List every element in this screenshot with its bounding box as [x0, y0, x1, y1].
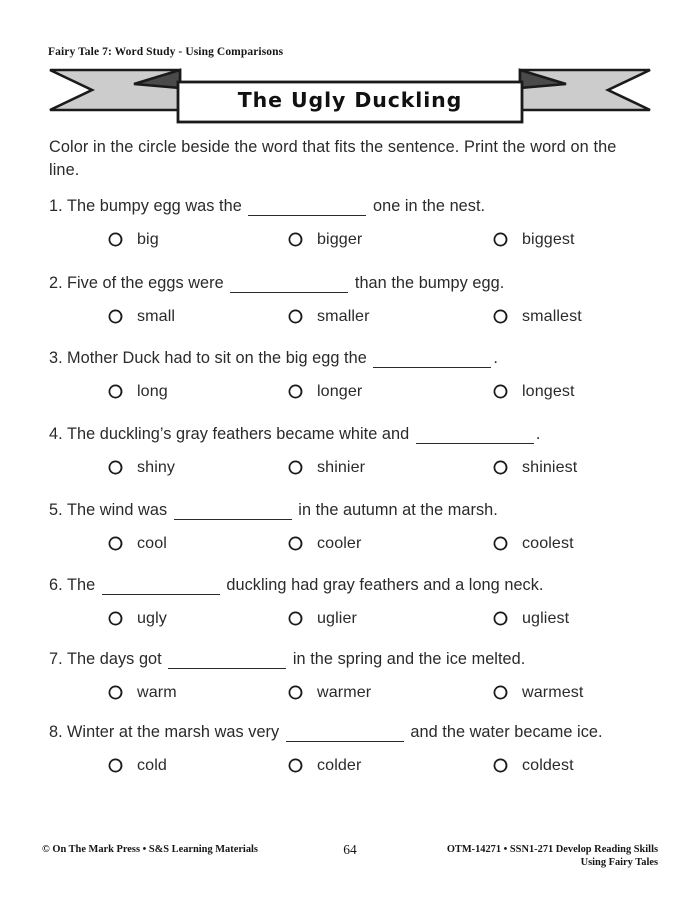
- option-circle-icon[interactable]: [493, 460, 508, 475]
- worksheet-header-label: Fairy Tale 7: Word Study - Using Comparisons: [48, 46, 284, 58]
- answer-option[interactable]: [493, 378, 575, 404]
- answer-option[interactable]: [288, 679, 371, 705]
- option-circle-icon[interactable]: [288, 232, 303, 247]
- option-label: big: [137, 229, 159, 248]
- question-number: 6.: [49, 576, 63, 594]
- answer-option[interactable]: [493, 530, 574, 556]
- question-text-after-blank: and the water became ice.: [410, 723, 603, 741]
- question-text-before-blank: The duckling’s gray feathers became white and: [67, 425, 410, 443]
- footer-product-info: [447, 844, 658, 869]
- option-circle-icon[interactable]: [288, 536, 303, 551]
- question-number: 5.: [49, 501, 63, 519]
- question-text-before-blank: Winter at the marsh was very: [67, 723, 280, 741]
- option-label: shiny: [137, 457, 176, 476]
- question-number: 3.: [49, 349, 63, 367]
- option-label: shinier: [317, 457, 366, 476]
- footer-copyright: © On The Mark Press • S&S Learning Materials: [42, 844, 258, 855]
- option-circle-icon[interactable]: [493, 384, 508, 399]
- option-circle-icon[interactable]: [288, 384, 303, 399]
- answer-option[interactable]: [288, 530, 361, 556]
- question-text-before-blank: The wind was: [67, 501, 168, 519]
- option-circle-icon[interactable]: [108, 536, 123, 551]
- footer-product-line-2: Using Fairy Tales: [580, 856, 658, 868]
- question-sentence: [49, 720, 654, 743]
- answer-blank-line[interactable]: [416, 422, 534, 444]
- answer-option[interactable]: [493, 303, 582, 329]
- question-item: [49, 346, 654, 408]
- answer-blank-line[interactable]: [230, 271, 348, 293]
- answer-option[interactable]: [493, 679, 584, 705]
- question-text-before-blank: Mother Duck had to sit on the big egg the: [67, 349, 367, 367]
- option-circle-icon[interactable]: [108, 232, 123, 247]
- option-circle-icon[interactable]: [288, 758, 303, 773]
- answer-blank-line[interactable]: [168, 647, 286, 669]
- question-text-before-blank: The bumpy egg was the: [67, 197, 242, 215]
- option-circle-icon[interactable]: [108, 309, 123, 324]
- answer-options-row: [49, 679, 654, 709]
- answer-option[interactable]: [493, 605, 569, 631]
- answer-option[interactable]: [288, 605, 357, 631]
- answer-options-row: [49, 530, 654, 560]
- answer-options-row: [49, 752, 654, 782]
- question-item: [49, 271, 654, 333]
- banner-center-panel: [178, 82, 522, 122]
- answer-blank-line[interactable]: [286, 720, 404, 742]
- option-label: cold: [137, 755, 167, 774]
- question-text-after-blank: .: [535, 425, 541, 443]
- answer-option[interactable]: [108, 530, 167, 556]
- option-circle-icon[interactable]: [493, 536, 508, 551]
- option-label: ugly: [137, 608, 167, 627]
- answer-option[interactable]: [288, 454, 365, 480]
- option-label: warmer: [317, 682, 372, 701]
- answer-blank-line[interactable]: [102, 573, 220, 595]
- answer-options-row: [49, 303, 654, 333]
- question-number: 2.: [49, 274, 63, 292]
- option-circle-icon[interactable]: [108, 611, 123, 626]
- answer-option[interactable]: [108, 454, 175, 480]
- option-circle-icon[interactable]: [108, 685, 123, 700]
- option-label: smallest: [522, 306, 582, 325]
- question-text-after-blank: than the bumpy egg.: [354, 274, 505, 292]
- option-circle-icon[interactable]: [493, 309, 508, 324]
- question-sentence: [49, 346, 654, 369]
- question-sentence: [49, 498, 654, 521]
- answer-option[interactable]: [493, 454, 577, 480]
- question-text-after-blank: .: [493, 349, 498, 367]
- option-circle-icon[interactable]: [493, 758, 508, 773]
- question-number: 8.: [49, 723, 63, 741]
- option-circle-icon[interactable]: [493, 611, 508, 626]
- answer-options-row: [49, 605, 654, 635]
- question-item: [49, 720, 654, 782]
- option-circle-icon[interactable]: [493, 232, 508, 247]
- option-label: coldest: [522, 755, 574, 774]
- question-item: [49, 194, 654, 256]
- option-circle-icon[interactable]: [108, 384, 123, 399]
- answer-option[interactable]: [108, 226, 159, 252]
- question-number: 7.: [49, 650, 63, 668]
- option-label: ugliest: [522, 608, 570, 627]
- answer-option[interactable]: [288, 378, 362, 404]
- option-circle-icon[interactable]: [493, 685, 508, 700]
- option-label: cool: [137, 533, 167, 552]
- question-sentence: [49, 271, 654, 294]
- option-label: cooler: [317, 533, 362, 552]
- option-label: longest: [522, 381, 575, 400]
- answer-option[interactable]: [108, 679, 177, 705]
- option-label: bigger: [317, 229, 363, 248]
- answer-option[interactable]: [108, 605, 167, 631]
- option-circle-icon[interactable]: [288, 460, 303, 475]
- option-circle-icon[interactable]: [108, 758, 123, 773]
- question-number: 1.: [49, 197, 63, 215]
- question-text-after-blank: duckling had gray feathers and a long neck.: [226, 576, 544, 594]
- option-label: long: [137, 381, 168, 400]
- option-circle-icon[interactable]: [108, 460, 123, 475]
- option-label: coolest: [522, 533, 574, 552]
- question-text-before-blank: The days got: [67, 650, 162, 668]
- answer-blank-line[interactable]: [174, 498, 292, 520]
- option-label: colder: [317, 755, 362, 774]
- answer-blank-line[interactable]: [248, 194, 366, 216]
- answer-option[interactable]: [493, 752, 574, 778]
- question-item: [49, 647, 654, 709]
- question-sentence: [49, 647, 654, 670]
- answer-option[interactable]: [288, 303, 370, 329]
- footer-page-number: 64: [343, 842, 357, 857]
- answer-option[interactable]: [108, 303, 175, 329]
- option-label: biggest: [522, 229, 575, 248]
- question-number: 4.: [49, 425, 63, 443]
- option-label: warm: [137, 682, 177, 701]
- answer-options-row: [49, 454, 654, 484]
- question-item: [49, 573, 654, 635]
- title-banner: [48, 62, 652, 124]
- question-sentence: [49, 194, 654, 217]
- option-circle-icon[interactable]: [288, 309, 303, 324]
- answer-option[interactable]: [493, 226, 575, 252]
- question-sentence: [49, 573, 654, 596]
- question-text-before-blank: Five of the eggs were: [67, 274, 224, 292]
- option-label: smaller: [317, 306, 370, 325]
- question-item: [49, 422, 654, 484]
- answer-option[interactable]: [108, 752, 167, 778]
- answer-option[interactable]: [108, 378, 168, 404]
- question-text-after-blank: one in the nest.: [372, 197, 486, 215]
- answer-options-row: [49, 226, 654, 256]
- option-label: shiniest: [522, 457, 578, 476]
- option-label: uglier: [317, 608, 357, 627]
- answer-blank-line[interactable]: [373, 346, 491, 368]
- question-text-after-blank: in the spring and the ice melted.: [292, 650, 526, 668]
- option-label: longer: [317, 381, 363, 400]
- option-label: small: [137, 306, 176, 325]
- question-sentence: [49, 422, 654, 445]
- option-label: warmest: [522, 682, 584, 701]
- answer-options-row: [49, 378, 654, 408]
- answer-option[interactable]: [288, 752, 361, 778]
- banner-title-text: The Ugly Duckling: [237, 88, 463, 112]
- question-text-before-blank: The: [67, 576, 96, 594]
- page-footer: [0, 842, 700, 882]
- option-circle-icon[interactable]: [288, 611, 303, 626]
- footer-product-line-1: OTM-14271 • SSN1-271 Develop Reading Skills: [446, 844, 658, 855]
- option-circle-icon[interactable]: [288, 685, 303, 700]
- answer-option[interactable]: [288, 226, 362, 252]
- question-item: [49, 498, 654, 560]
- instructions-text: Color in the circle beside the word that fits the sentence. Print the word on the line.: [49, 138, 617, 179]
- question-text-after-blank: in the autumn at the marsh.: [298, 501, 498, 519]
